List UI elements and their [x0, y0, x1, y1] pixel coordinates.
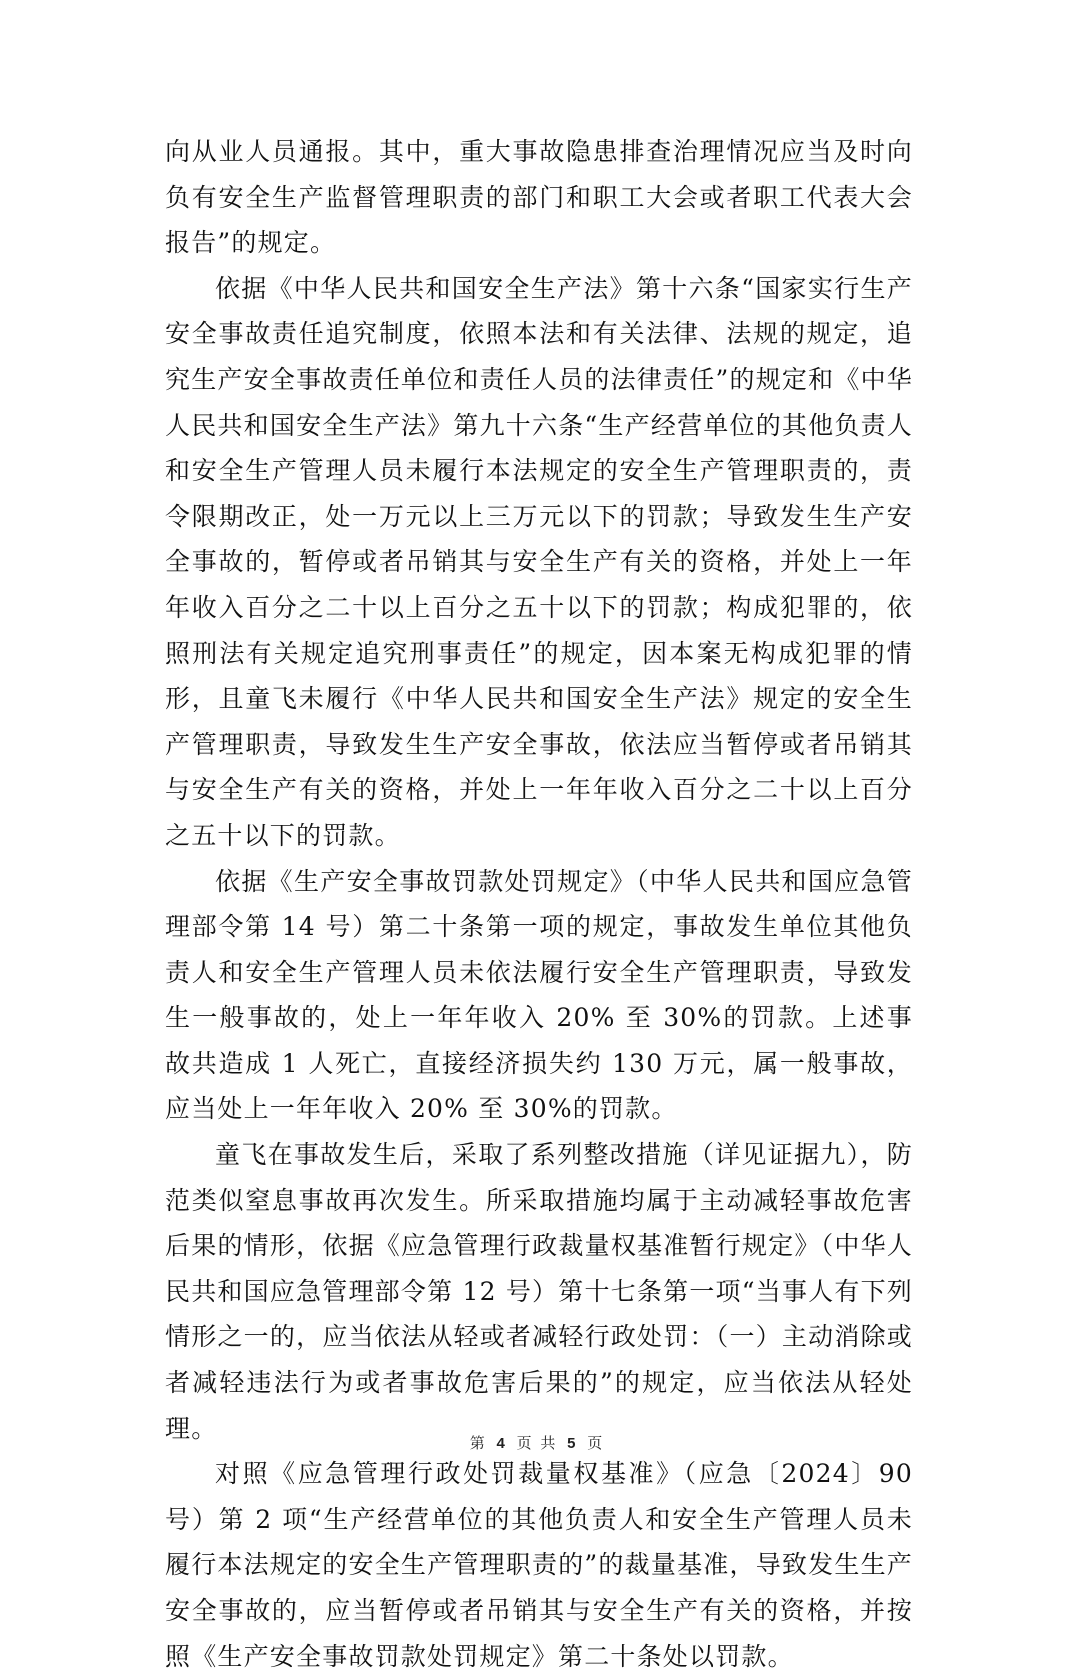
paragraph-5: 对照《应急管理行政处罚裁量权基准》（应急〔2024〕90 号）第 2 项“生产经营单位的其他负责人和安全生产管理人员未履行本法规定的安全生产管理职责的”的裁量基准，导致发生生产安全事故的，应当暂停或者吊销其与安全生产有关的资格，并按照《生产安全事故罚款处罚规定》第二十条处以罚款。	[165, 1459, 913, 1671]
footer-middle: 页 共	[516, 1434, 558, 1452]
footer-prefix: 第	[469, 1434, 487, 1452]
paragraph-1: 向从业人员通报。其中，重大事故隐患排查治理情况应当及时向负有安全生产监督管理职责的部门和职工大会或者职工代表大会报告”的规定。	[165, 137, 913, 258]
paragraph-2: 依据《中华人民共和国安全生产法》第十六条“国家实行生产安全事故责任追究制度，依照本法和有关法律、法规的规定，追究生产安全事故责任单位和责任人员的法律责任”的规定和《中华人民共和国安全生产法》第九十六条“生产经营单位的其他负责人和安全生产管理人员未履行本法规定的安全生产管理职责的，责令限期改正，处一万元以上三万元以下的罚款；导致发生生产安全事故的，暂停或者吊销其与安全生产有关的资格，并处上一年年收入百分之二十以上百分之五十以下的罚款；构成犯罪的，依照刑法有关规定追究刑事责任”的规定，因本案无构成犯罪的情形，且童飞未履行《中华人民共和国安全生产法》规定的安全生产管理职责，导致发生生产安全事故，依法应当暂停或者吊销其与安全生产有关的资格，并处上一年年收入百分之二十以上百分之五十以下的罚款。	[165, 273, 913, 850]
total-page-number: 5	[567, 1435, 578, 1452]
footer-suffix: 页	[587, 1434, 605, 1452]
paragraph-4: 童飞在事故发生后，采取了系列整改措施（详见证据九），防范类似窒息事故再次发生。所采取措施均属于主动减轻事故危害后果的情形，依据《应急管理行政裁量权基准暂行规定》（中华人民共和国应急管理部令第 12 号）第十七条第一项“当事人有下列情形之一的，应当依法从轻或者减轻行政处罚：（一）主动消除或者减轻违法行为或者事故危害后果的”的规定，应当依法从轻处理。	[165, 1140, 913, 1443]
page-footer	[0, 1432, 1074, 1453]
current-page-number: 4	[496, 1435, 507, 1452]
paragraph-3: 依据《生产安全事故罚款处罚规定》（中华人民共和国应急管理部令第 14 号）第二十条第一项的规定，事故发生单位其他负责人和安全生产管理人员未依法履行安全生产管理职责，导致发生一般事故的，处上一年年收入 20% 至 30%的罚款。上述事故共造成 1 人死亡，直接经济损失约 130 万元，属一般事故，应当处上一年年收入 20% 至 30%的罚款。	[165, 866, 913, 1124]
